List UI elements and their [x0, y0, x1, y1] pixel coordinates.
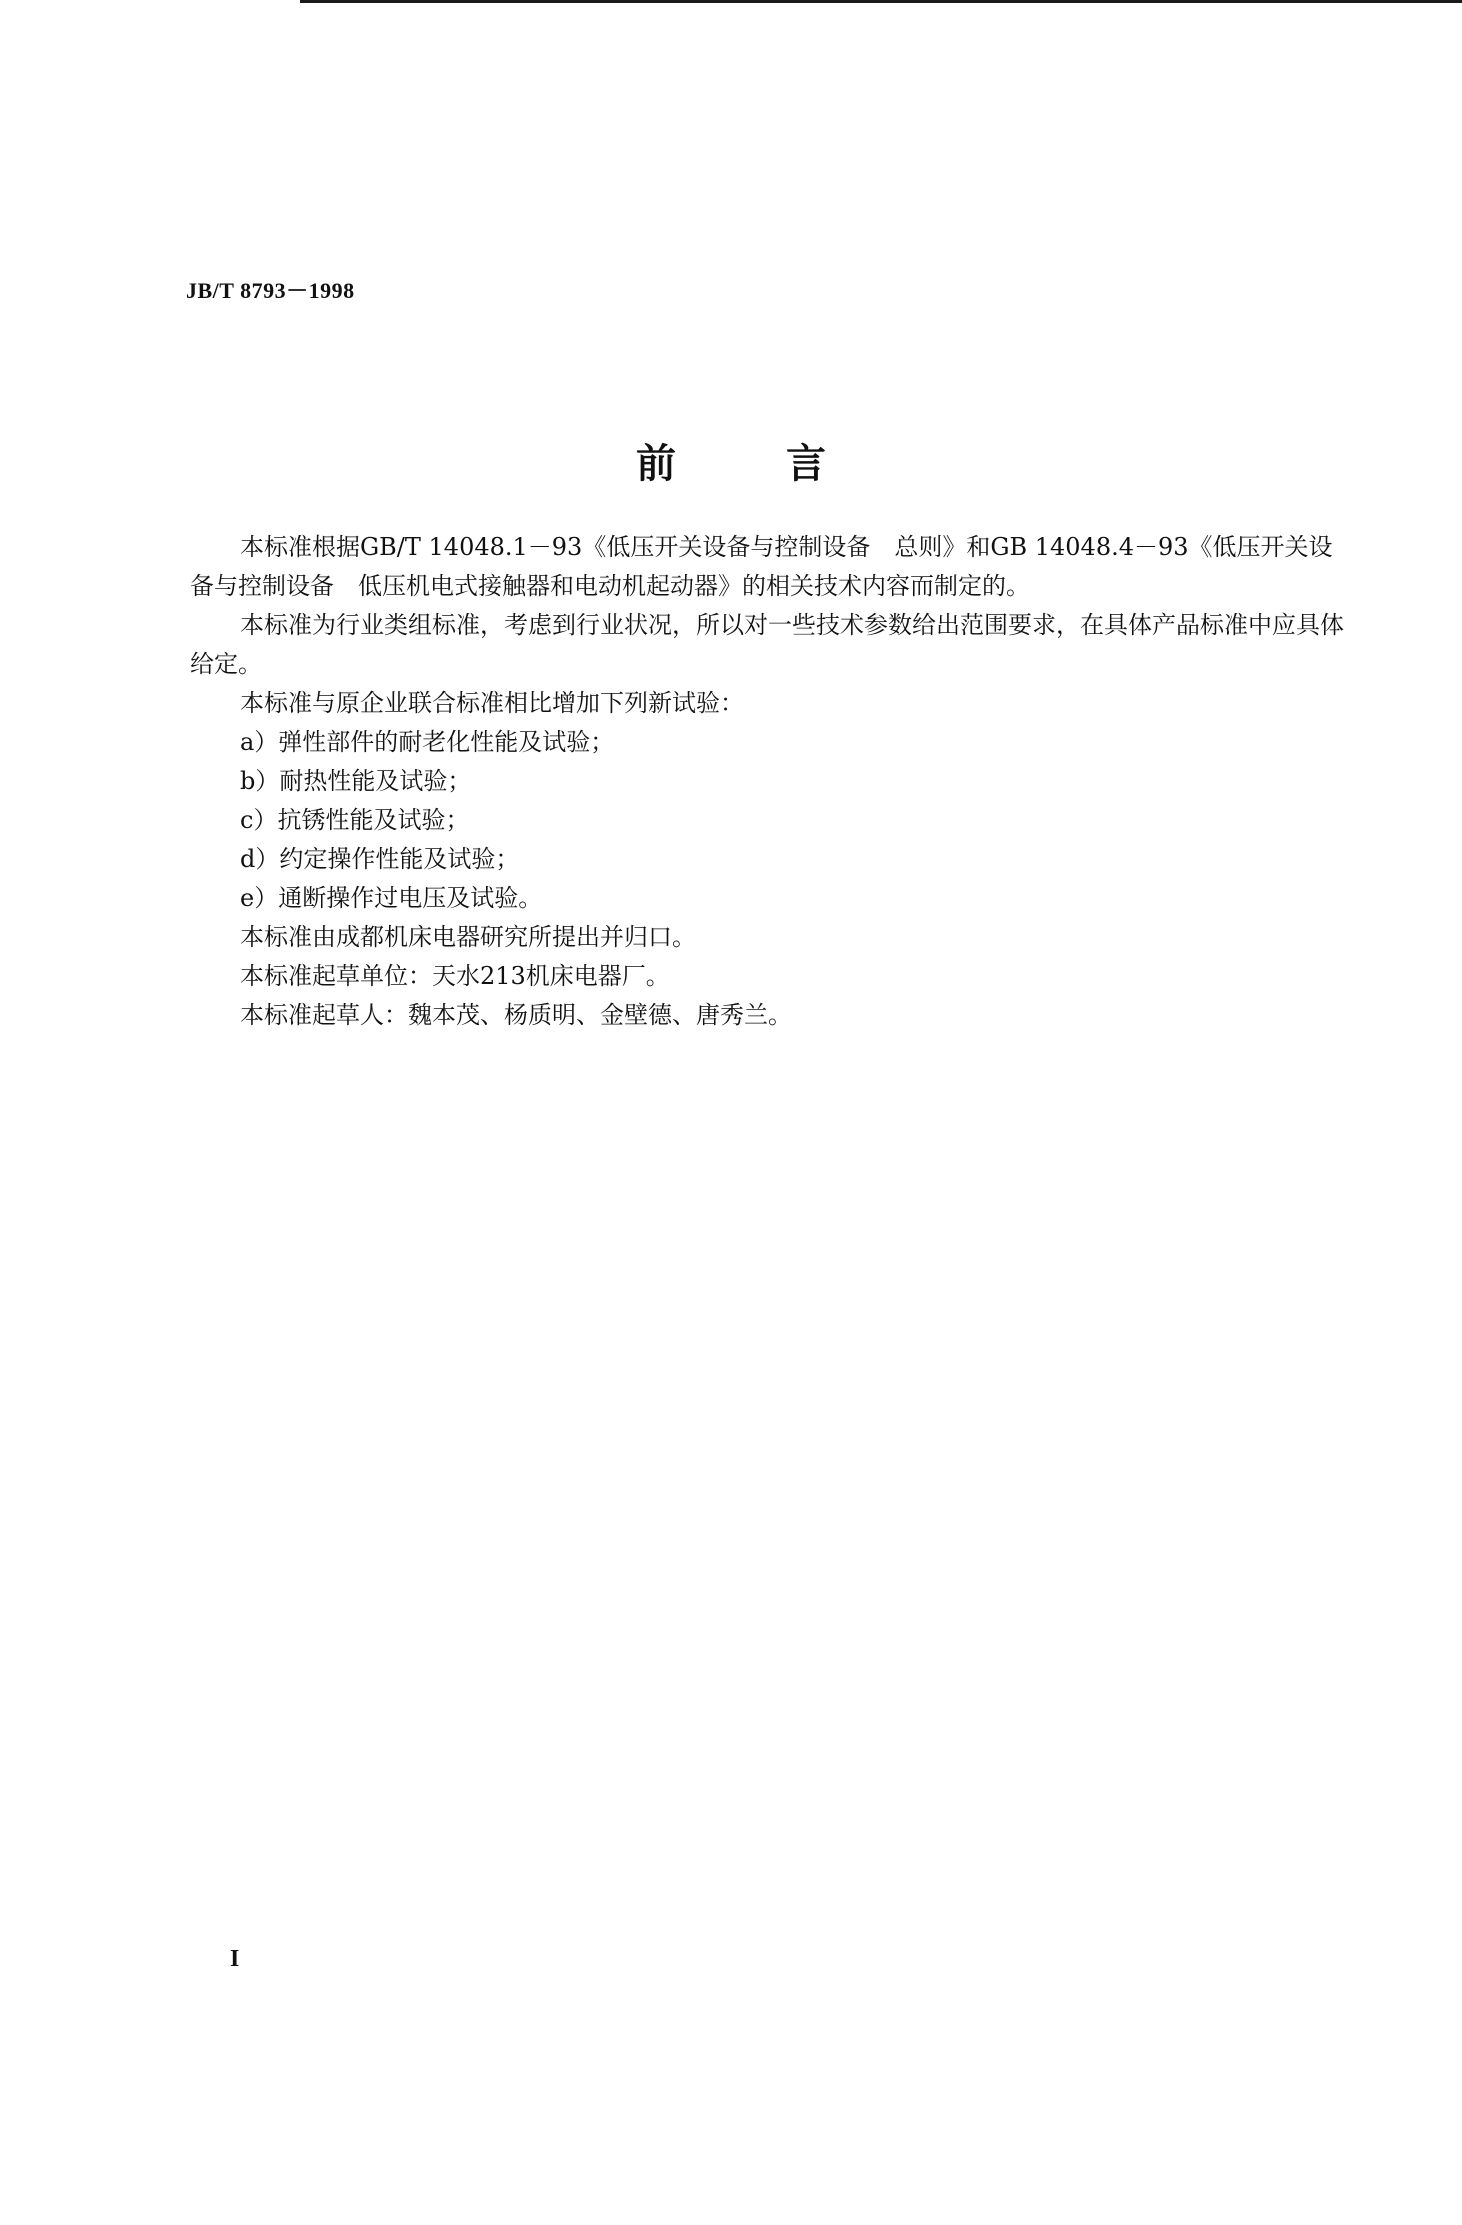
standard-number: JB/T 8793－1998: [186, 278, 355, 303]
paragraph-drafters: 本标准起草人：魏本茂、杨质明、金壁德、唐秀兰。: [240, 1001, 792, 1029]
paragraph-scope: 本标准为行业类组标准，考虑到行业状况，所以对一些技术参数给出范围要求，在具体产品标准中应具体给定。: [190, 611, 1344, 678]
paragraph-basis: 本标准根据GB/T 14048.1－93《低压开关设备与控制设备 总则》和GB 14048.4－93《低压开关设备与控制设备 低压机电式接触器和电动机起动器》的相关技术内容而制定的。: [190, 533, 1333, 600]
page-title: 前言: [636, 441, 936, 487]
list-item-d: d）约定操作性能及试验；: [240, 845, 520, 873]
list-item-c: c）抗锈性能及试验；: [240, 806, 470, 834]
paragraph-drafting-unit: 本标准起草单位：天水213机床电器厂。: [240, 962, 670, 990]
page-number: I: [230, 1946, 240, 1972]
paragraph-new-tests: 本标准与原企业联合标准相比增加下列新试验：: [240, 689, 744, 717]
top-rule: [300, 0, 1462, 3]
list-item-b: b）耐热性能及试验；: [240, 767, 472, 795]
list-item-e: e）通断操作过电压及试验。: [240, 884, 543, 912]
paragraph-proposer: 本标准由成都机床电器研究所提出并归口。: [240, 923, 696, 951]
list-item-a: a）弹性部件的耐老化性能及试验；: [240, 728, 615, 756]
preface-body: [190, 528, 1350, 1035]
